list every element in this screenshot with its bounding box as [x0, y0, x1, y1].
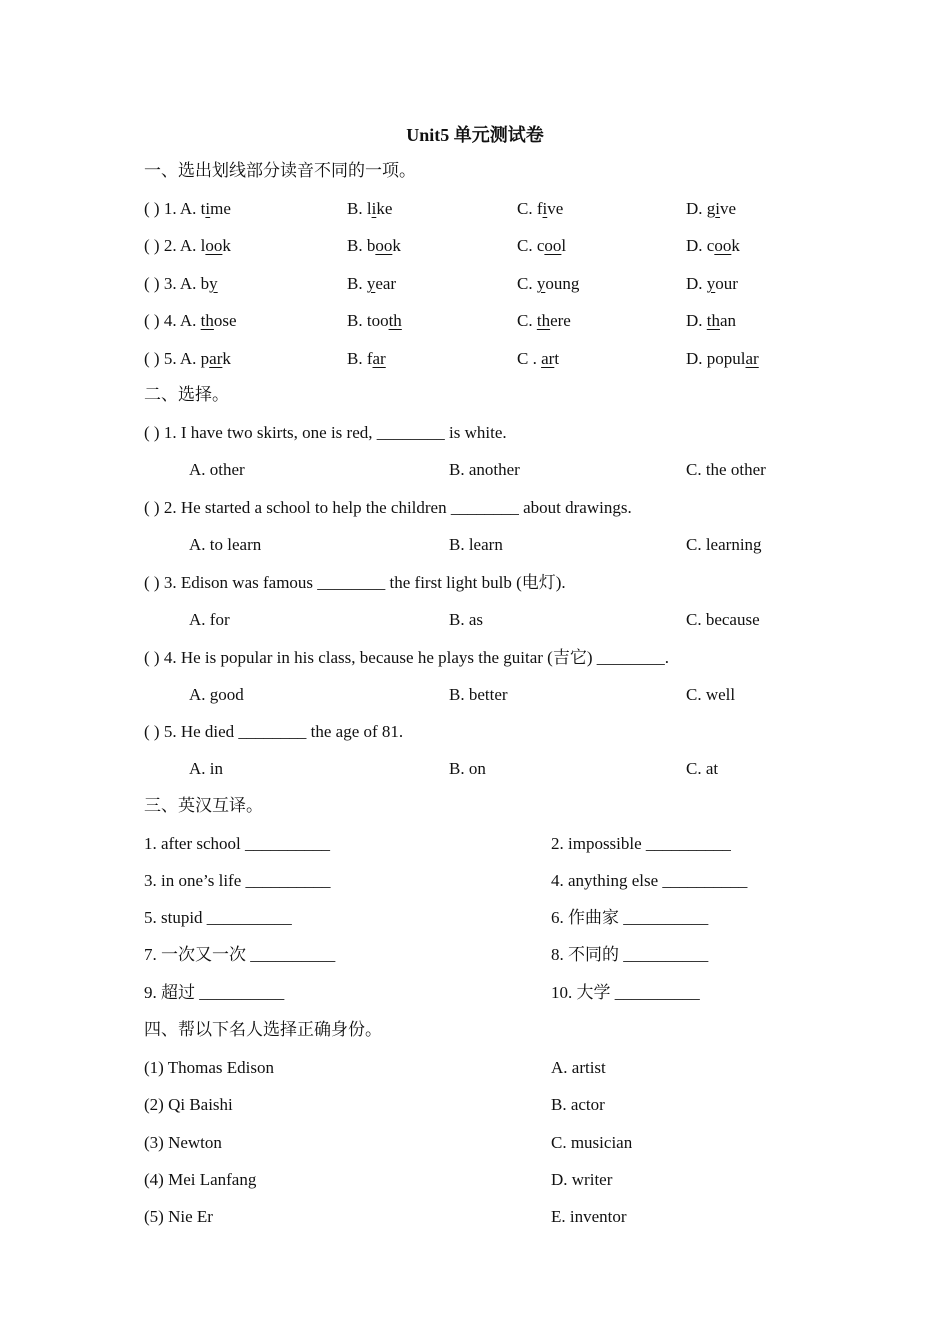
question-number: ( ) 4. A.	[144, 311, 197, 330]
word-part: ke	[376, 199, 393, 218]
phonics-option	[686, 346, 759, 372]
translate-row	[144, 831, 824, 857]
translate-item-right: 10. 大学 __________	[551, 983, 700, 1002]
option-letter: C .	[517, 349, 537, 368]
choice-options	[144, 457, 824, 483]
choice-option-b: B. learn	[449, 535, 503, 554]
translate-row	[144, 980, 824, 1006]
word-part: ear	[375, 274, 397, 293]
underlined-letters: th	[388, 311, 402, 330]
word-part: oung	[545, 274, 580, 293]
translate-item-right: 2. impossible __________	[551, 834, 731, 853]
phonics-option	[517, 308, 571, 334]
word-part: ve	[547, 199, 564, 218]
underlined-letters: y	[366, 274, 376, 293]
option-letter: C.	[517, 311, 533, 330]
translate-item-left: 3. in one’s life __________	[144, 871, 331, 890]
matching-person: (3) Newton	[144, 1133, 222, 1152]
underlined-letters: i	[205, 199, 211, 218]
underlined-letters: i	[715, 199, 721, 218]
choice-options	[144, 682, 824, 708]
translate-row	[144, 942, 824, 968]
choice-question: ( ) 2. He started a school to help the children ________ about drawings.	[144, 498, 632, 517]
matching-person: (5) Nie Er	[144, 1207, 213, 1226]
phonics-row	[144, 271, 824, 297]
option-letter: D.	[686, 349, 703, 368]
phonics-option	[347, 196, 392, 222]
section-4-heading: 四、帮以下名人选择正确身份。	[144, 1020, 382, 1039]
translate-item-left: 1. after school __________	[144, 834, 331, 853]
phonics-row	[144, 308, 824, 334]
section-2-heading: 二、选择。	[144, 385, 229, 404]
matching-row	[144, 1055, 824, 1081]
phonics-option	[347, 308, 402, 334]
word-part: t	[200, 199, 206, 218]
word-part: c	[706, 236, 715, 255]
underlined-letters: y	[706, 274, 716, 293]
option-letter: B.	[347, 199, 363, 218]
choice-option-c: C. the other	[686, 460, 766, 479]
word-part: l	[200, 236, 206, 255]
matching-identity: A. artist	[551, 1058, 606, 1077]
word-part: b	[366, 236, 376, 255]
choice-options	[144, 607, 824, 633]
choice-option-a: A. good	[189, 685, 244, 704]
section-1-heading: 一、选出划线部分读音不同的一项。	[144, 161, 416, 180]
phonics-option	[144, 271, 218, 297]
matching-identity: D. writer	[551, 1170, 613, 1189]
translate-item-right: 6. 作曲家 __________	[551, 908, 709, 927]
word-part: k	[731, 236, 740, 255]
question-number: ( ) 5. A.	[144, 349, 197, 368]
choice-option-a: A. for	[189, 610, 230, 629]
phonics-option	[347, 233, 401, 259]
word-part: our	[715, 274, 738, 293]
question-number: ( ) 3. A.	[144, 274, 197, 293]
word-part: f	[366, 349, 373, 368]
choice-option-c: C. because	[686, 610, 760, 629]
question-number: ( ) 1. A.	[144, 199, 197, 218]
word-part: l	[561, 236, 567, 255]
underlined-letters: y	[536, 274, 546, 293]
choice-option-a: A. to learn	[189, 535, 262, 554]
word-part: an	[720, 311, 737, 330]
underlined-letters: ar	[745, 349, 759, 368]
option-letter: C.	[517, 274, 533, 293]
phonics-option	[144, 196, 231, 222]
choice-options	[144, 532, 824, 558]
choice-option-c: C. learning	[686, 535, 762, 554]
word-part: t	[554, 349, 560, 368]
underlined-letters: oo	[205, 236, 223, 255]
word-part: p	[200, 349, 210, 368]
phonics-option	[686, 271, 738, 297]
phonics-row	[144, 233, 824, 259]
choice-question: ( ) 1. I have two skirts, one is red, ________ is white.	[144, 423, 507, 442]
phonics-option	[686, 196, 736, 222]
matching-person: (2) Qi Baishi	[144, 1095, 233, 1114]
translate-item-right: 4. anything else __________	[551, 871, 748, 890]
word-part: popul	[706, 349, 746, 368]
word-part: ose	[213, 311, 237, 330]
underlined-letters: oo	[714, 236, 732, 255]
word-part: ere	[550, 311, 571, 330]
underlined-letters: oo	[375, 236, 393, 255]
word-part: k	[222, 236, 231, 255]
option-letter: B.	[347, 311, 363, 330]
phonics-option	[347, 346, 386, 372]
underlined-letters: i	[371, 199, 377, 218]
choice-options	[144, 756, 824, 782]
choice-question: ( ) 5. He died ________ the age of 81.	[144, 722, 404, 741]
option-letter: B.	[347, 349, 363, 368]
option-letter: B.	[347, 236, 363, 255]
translate-row	[144, 905, 824, 931]
page-title: Unit5 单元测试卷	[406, 125, 544, 145]
phonics-option	[144, 308, 237, 334]
word-part: l	[366, 199, 372, 218]
matching-identity: E. inventor	[551, 1207, 627, 1226]
choice-option-b: B. as	[449, 610, 483, 629]
phonics-option	[144, 233, 231, 259]
word-part: g	[706, 199, 716, 218]
word-part: k	[222, 349, 231, 368]
underlined-letters: th	[536, 311, 551, 330]
word-part: b	[200, 274, 210, 293]
matching-row	[144, 1167, 824, 1193]
word-part: k	[392, 236, 401, 255]
phonics-option	[347, 271, 396, 297]
question-number: ( ) 2. A.	[144, 236, 197, 255]
option-letter: D.	[686, 236, 703, 255]
choice-question: ( ) 4. He is popular in his class, because he plays the guitar (吉它) ________.	[144, 648, 669, 667]
matching-row	[144, 1130, 824, 1156]
choice-option-b: B. on	[449, 759, 486, 778]
word-part: too	[366, 311, 389, 330]
phonics-option	[517, 196, 563, 222]
translate-item-right: 8. 不同的 __________	[551, 945, 709, 964]
choice-option-a: A. in	[189, 759, 223, 778]
choice-option-b: B. better	[449, 685, 508, 704]
underlined-letters: i	[542, 199, 548, 218]
underlined-letters: ar	[372, 349, 386, 368]
choice-option-c: C. at	[686, 759, 719, 778]
choice-option-a: A. other	[189, 460, 245, 479]
option-letter: D.	[686, 274, 703, 293]
choice-option-c: C. well	[686, 685, 736, 704]
word-part: ve	[720, 199, 737, 218]
translate-item-left: 5. stupid __________	[144, 908, 292, 927]
word-part: me	[210, 199, 231, 218]
underlined-letters: oo	[544, 236, 562, 255]
phonics-option	[144, 346, 231, 372]
underlined-letters: th	[706, 311, 721, 330]
option-letter: C.	[517, 199, 533, 218]
phonics-option	[517, 271, 579, 297]
matching-person: (4) Mei Lanfang	[144, 1170, 257, 1189]
underlined-letters: ar	[209, 349, 223, 368]
matching-identity: B. actor	[551, 1095, 605, 1114]
word-part: f	[536, 199, 543, 218]
choice-question: ( ) 3. Edison was famous ________ the first light bulb (电灯).	[144, 573, 566, 592]
translate-row	[144, 868, 824, 894]
matching-person: (1) Thomas Edison	[144, 1058, 275, 1077]
matching-identity: C. musician	[551, 1133, 633, 1152]
phonics-row	[144, 346, 824, 372]
phonics-option	[686, 233, 740, 259]
option-letter: B.	[347, 274, 363, 293]
underlined-letters: ar	[541, 349, 555, 368]
phonics-row	[144, 196, 824, 222]
translate-item-left: 7. 一次又一次 __________	[144, 945, 336, 964]
choice-option-b: B. another	[449, 460, 520, 479]
section-3-heading: 三、英汉互译。	[144, 796, 263, 815]
option-letter: C.	[517, 236, 533, 255]
translate-item-left: 9. 超过 __________	[144, 983, 285, 1002]
matching-row	[144, 1092, 824, 1118]
phonics-option	[686, 308, 736, 334]
phonics-option	[517, 346, 559, 372]
option-letter: D.	[686, 199, 703, 218]
word-part: c	[536, 236, 545, 255]
phonics-option	[517, 233, 566, 259]
matching-row	[144, 1204, 824, 1230]
underlined-letters: th	[200, 311, 214, 330]
underlined-letters: y	[209, 274, 218, 293]
option-letter: D.	[686, 311, 703, 330]
